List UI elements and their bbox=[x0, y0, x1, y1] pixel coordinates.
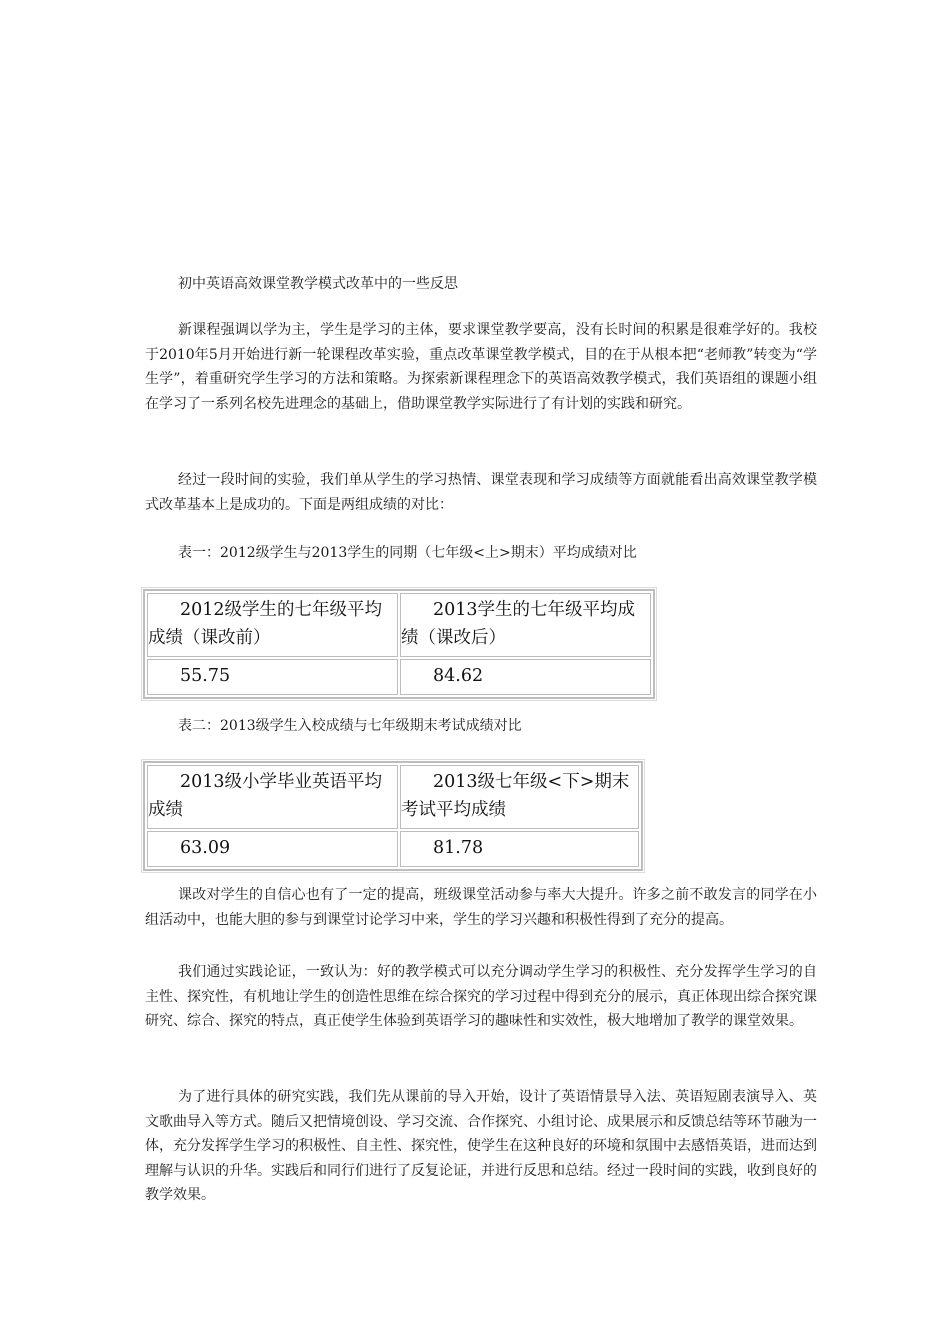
paragraph-4: 我们通过实践论证，一致认为：好的教学模式可以充分调动学生学习的积极性、充分发挥学生学习的自主性、探究性，有机地让学生的创造性思维在综合探究的学习过程中得到充分的展示，真正体现出综合探究课研究、综合、探究的特点，真正使学生体验到英语学习的趣味性和实效性，极大地增加了教学的课堂效果。 bbox=[145, 964, 817, 1029]
paragraph-5: 为了进行具体的研究实践，我们先从课前的导入开始，设计了英语情景导入法、英语短剧表演导入、英文歌曲导入等方式。随后又把情境创设、学习交流、合作探究、小组讨论、成果展示和反馈总结等环节融为一体，充分发挥学生学习的积极性、自主性、探究性，使学生在这种良好的环境和氛围中去感悟英语，进而达到理解与认识的升华。实践后和同行们进行了反复论证，并进行反思和总结。经过一段时间的实践，收到良好的教学效果。 bbox=[145, 1089, 817, 1203]
table-row bbox=[147, 593, 651, 657]
paragraph-3: 课改对学生的自信心也有了一定的提高，班级课堂活动参与率大大提升。许多之前不敢发言的同学在小组活动中，也能大胆的参与到课堂讨论学习中来，学生的学习兴趣和积极性得到了充分的提高。 bbox=[145, 887, 817, 928]
table-value-cell: 81.78 bbox=[400, 831, 639, 867]
table-header-cell: 2013级小学毕业英语平均成绩 bbox=[147, 765, 398, 829]
table-row bbox=[147, 659, 651, 695]
table2-caption: 表二：2013级学生入校成绩与七年级期末考试成绩对比 bbox=[178, 718, 522, 734]
table-value-cell: 55.75 bbox=[147, 659, 398, 695]
table-header-cell: 2013级七年级<下>期末考试平均成绩 bbox=[400, 765, 639, 829]
table-value-cell: 63.09 bbox=[147, 831, 398, 867]
paragraph-1: 新课程强调以学为主，学生是学习的主体，要求课堂教学要高，没有长时间的积累是很难学好的。我校于2010年5月开始进行新一轮课程改革实验，重点改革课堂教学模式，目的在于从根本把“老师教”转变为“学生学”，着重研究学生学习的方法和策略。为探索新课程理念下的英语高效教学模式，我们英语组的课题小组在学习了一系列名校先进理念的基础上，借助课堂教学实际进行了有计划的实践和研究。 bbox=[145, 322, 817, 412]
table-value-cell: 84.62 bbox=[400, 659, 651, 695]
document-title: 初中英语高效课堂教学模式改革中的一些反思 bbox=[178, 276, 458, 292]
paragraph-2: 经过一段时间的实验，我们单从学生的学习热情、课堂表现和学习成绩等方面就能看出高效课堂教学模式改革基本上是成功的。下面是两组成绩的对比： bbox=[145, 472, 817, 513]
table1-caption: 表一：2012级学生与2013学生的同期（七年级<上>期末）平均成绩对比 bbox=[178, 545, 637, 561]
table-header-cell: 2013学生的七年级平均成绩（课改后） bbox=[400, 593, 651, 657]
table-row bbox=[147, 831, 639, 867]
score-table-2 bbox=[143, 761, 643, 871]
table-row bbox=[147, 765, 639, 829]
score-table-1 bbox=[143, 589, 655, 699]
table-header-cell: 2012级学生的七年级平均成绩（课改前） bbox=[147, 593, 398, 657]
